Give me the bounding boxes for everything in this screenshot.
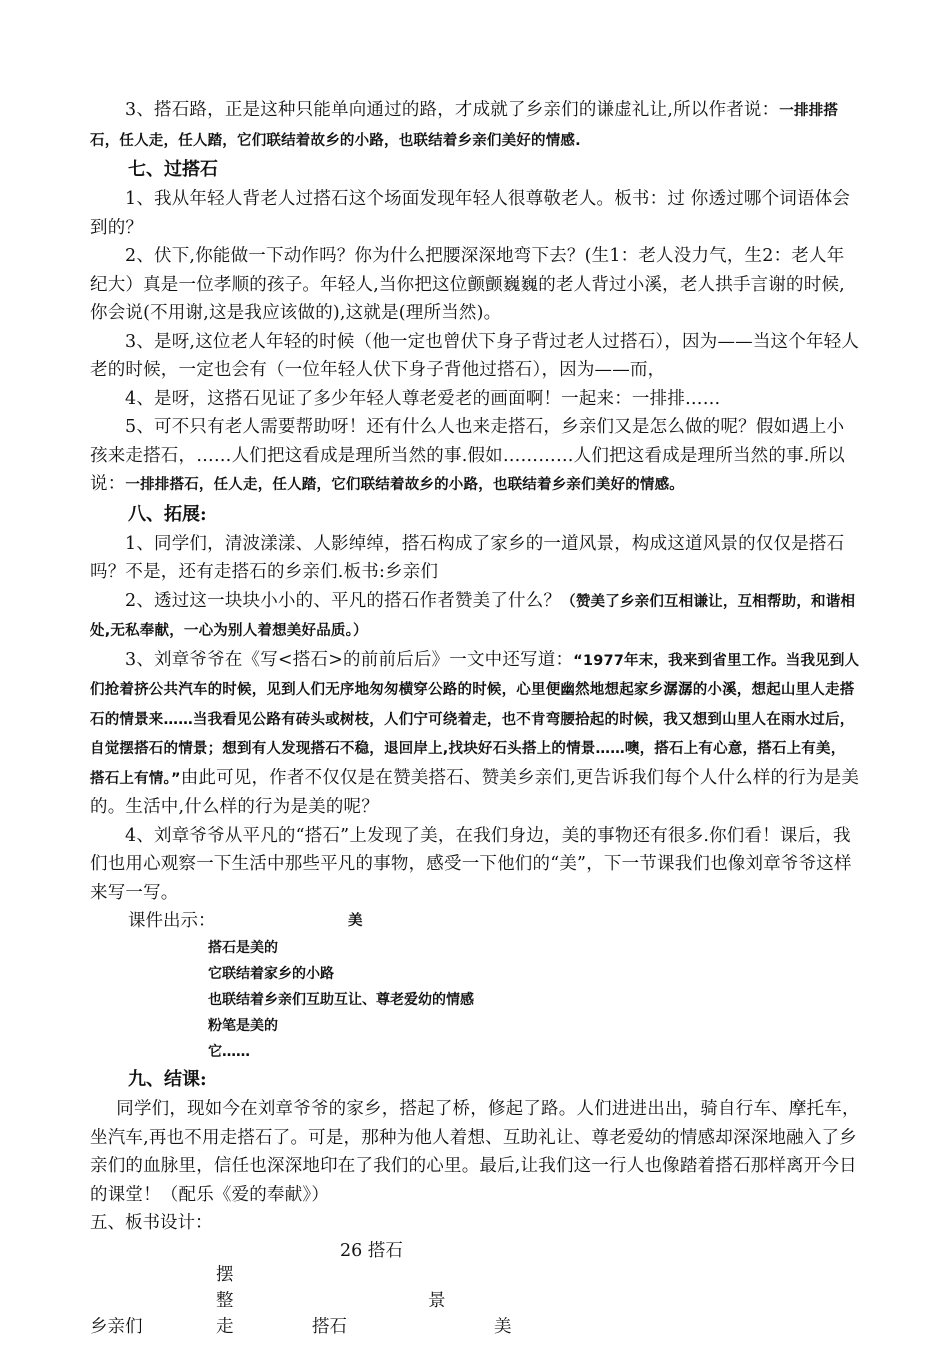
paragraph-s7-p4: 4、是呀，这搭石见证了多少年轻人尊老爱老的画面啊！一起来：一排排……: [125, 388, 721, 409]
section-heading-7: 七、过搭石: [128, 159, 218, 180]
board-word: 乡亲们: [90, 1317, 143, 1337]
board-word: 美: [494, 1317, 512, 1337]
text: 3、刘章爷爷在《写<搭石>的前前后后》一文中还写道：: [125, 649, 574, 670]
paragraph-s8-p1: 1、同学们，清波漾漾、人影绰绰，搭石构成了家乡的一道风景，构成这道风景的仅仅是搭石吗？不是，还有走搭石的乡亲们.板书:乡亲们: [90, 533, 845, 582]
board-word: 整: [216, 1291, 234, 1311]
paragraph-s8-p4: 4、刘章爷爷从平凡的“搭石”上发现了美，在我们身边，美的事物还有很多.你们看！课后，我们也用心观察一下生活中那些平凡的事物，感受一下他们的“美”，下一节课我们也像刘章爷爷这样来写一写。: [90, 825, 852, 903]
board-word: 摆: [216, 1265, 234, 1285]
paragraph-s6-p3: [90, 96, 860, 155]
section-heading-9: 九、结课:: [128, 1069, 207, 1090]
courseware-item: 它……: [208, 1044, 250, 1060]
board-title: 26 搭石: [340, 1241, 403, 1261]
bold-quote: 一排排搭石，任人走，任人踏，它们联结着故乡的小路，也联结着乡亲们美好的情感。: [125, 477, 685, 493]
text: 5、可不只有老人需要帮助呀！还有什么人也来走搭石，乡亲们又是怎么做的呢？假如遇上小孩来走搭石，……人们把这看成是理所当然的事.假如…………人们把这看成是理所当然的事.所以说：: [90, 417, 845, 494]
bold-answer: （赞美了乡亲们互相谦让，互相帮助，和谐相处,无私奉献，一心为别人着想美好品质。）: [90, 593, 856, 639]
courseware-item: 它联结着家乡的小路: [208, 966, 334, 982]
bold-quote: 一排排搭石，任人走，任人踏，它们联结着故乡的小路，也联结着乡亲们美好的情感.: [90, 103, 839, 149]
paragraph-s7-p1: 1、我从年轻人背老人过搭石这个场面发现年轻人很尊敬老人。板书：过 你透过哪个词语体会到的？: [90, 189, 851, 238]
paragraph-s7-p2: 2、伏下,你能做一下动作吗？你为什么把腰深深地弯下去？(生1：老人没力气，生2：老人年纪大）真是一位孝顺的孩子。年轻人,当你把这位颤颤巍巍的老人背过小溪，老人拱手言谢的时候,你会说(不用谢,这是我应该做的),这就是(理所当然)。: [90, 246, 845, 323]
courseware-item: 搭石是美的: [208, 940, 278, 956]
board-word: 景: [428, 1291, 446, 1311]
paragraph-s8-p2: [90, 587, 860, 646]
text: 2、透过这一块块小小的、平凡的搭石作者赞美了什么？: [125, 590, 562, 611]
board-word: 走: [216, 1317, 234, 1337]
paragraph-s7-p3: 3、是呀,这位老人年轻的时候（他一定也曾伏下身子背过老人过搭石），因为——当这个年轻人老的时候，一定也会有（一位年轻人伏下身子背他过搭石），因为——而，: [90, 331, 860, 380]
text: 由此可见，作者不仅仅是在赞美搭石、赞美乡亲们,更告诉我们每个人什么样的行为是美的。生活中,什么样的行为是美的呢？: [90, 767, 860, 817]
courseware-item: 粉笔是美的: [208, 1018, 278, 1034]
document-page: [90, 96, 860, 1367]
paragraph-s7-p5: [90, 413, 860, 500]
courseware-title: 美: [348, 913, 363, 929]
bold-quote: “1977年末，我来到省里工作。当我见到人们抢着挤公共汽车的时候，见到人们无序地匆匆横穿公路的时候，心里便幽然地想起家乡潺潺的小溪，想起山里人走搭石的情景来……当我看见公路有砖头或树枝，人们宁可绕着走，也不肯弯腰拾起的时候，我又想到山里人在雨水过后，自觉摆搭石的情景；想到有人发现搭石不稳，退回岸上,找块好石头搭上的情景……噢，搭石上有心意，搭石上有美，搭石上有情。”: [90, 652, 860, 787]
courseware-line: [90, 907, 860, 935]
section-heading-8: 八、拓展:: [128, 503, 207, 525]
section-heading-5: 五、板书设计：: [90, 1213, 213, 1233]
paragraph-s9-p1: 同学们，现如今在刘章爷爷的家乡，搭起了桥，修起了路。人们进进出出，骑自行车、摩托车，坐汽车,再也不用走搭石了。可是，那种为他人着想、互助礼让、尊老爱幼的情感却深深地融入了乡亲们的血脉里，信任也深深地印在了我们的心里。最后,让我们这一行人也像踏着搭石那样离开今日的课堂！（配乐《爱的奉献》）: [90, 1099, 860, 1205]
courseware-item: 也联结着乡亲们互助互让、尊老爱幼的情感: [208, 992, 474, 1008]
courseware-label: 课件出示：: [128, 911, 216, 931]
paragraph-s8-p3: [90, 646, 860, 822]
text: 3、搭石路，正是这种只能单向通过的路，才成就了乡亲们的谦虚礼让,所以作者说：: [125, 100, 780, 120]
blackboard-design: [90, 1237, 860, 1367]
board-word: 搭石: [312, 1317, 347, 1337]
